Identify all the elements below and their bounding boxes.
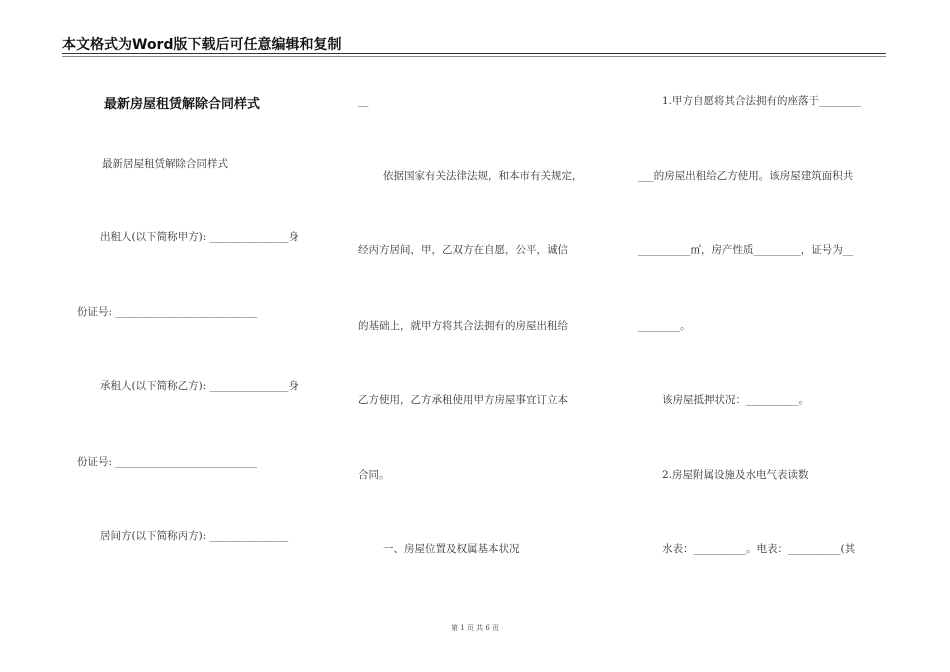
header-rule-thin [62,56,886,57]
col2-line: 乙方使用，乙方承租使用甲方房屋事宜订立本 [358,394,568,406]
col2-line: 经丙方居间，甲，乙双方在自愿，公平，诚信 [358,244,568,256]
document-banner: 本文格式为Word版下载后可任意编辑和复制 [62,37,342,53]
col3-line: ___的房屋出租给乙方使用。该房屋建筑面积共 [638,170,854,182]
col1-line: 承租人(以下简称乙方): _______________身 [100,380,299,392]
document-title: 最新房屋租赁解除合同样式 [104,97,261,112]
header-rule [62,53,886,54]
col1-line: 份证号: ___________________________ [77,456,258,468]
col3-line: ________。 [638,320,691,332]
col1-line: 居间方(以下简称丙方): _______________ [100,530,289,542]
col3-line: __________㎡，房产性质_________，证号为__ [638,244,854,256]
col1-line: 份证号: ___________________________ [77,306,258,318]
col1-line: 出租人(以下简称甲方): _______________身 [100,231,299,243]
col2-line: 一、房屋位置及权属基本状况 [383,543,520,555]
col3-line: 2.房屋附属设施及水电气表读数 [662,469,809,481]
col2-line: 的基础上，就甲方将其合法拥有的房屋出租给 [358,320,568,332]
page-number: 第 1 页 共 6 页 [450,624,500,632]
col2-line: __ [358,95,369,107]
col2-line: 依据国家有关法律法规，和本市有关规定， [383,170,583,182]
col3-line: 该房屋抵押状况：__________。 [662,394,809,406]
col2-line: 合同。 [358,469,390,481]
col3-line: 1.甲方自愿将其合法拥有的座落于________ [662,95,862,107]
col1-line: 最新居屋租赁解除合同样式 [102,158,228,170]
col3-line: 水表：__________。电表：__________(其 [662,543,856,555]
